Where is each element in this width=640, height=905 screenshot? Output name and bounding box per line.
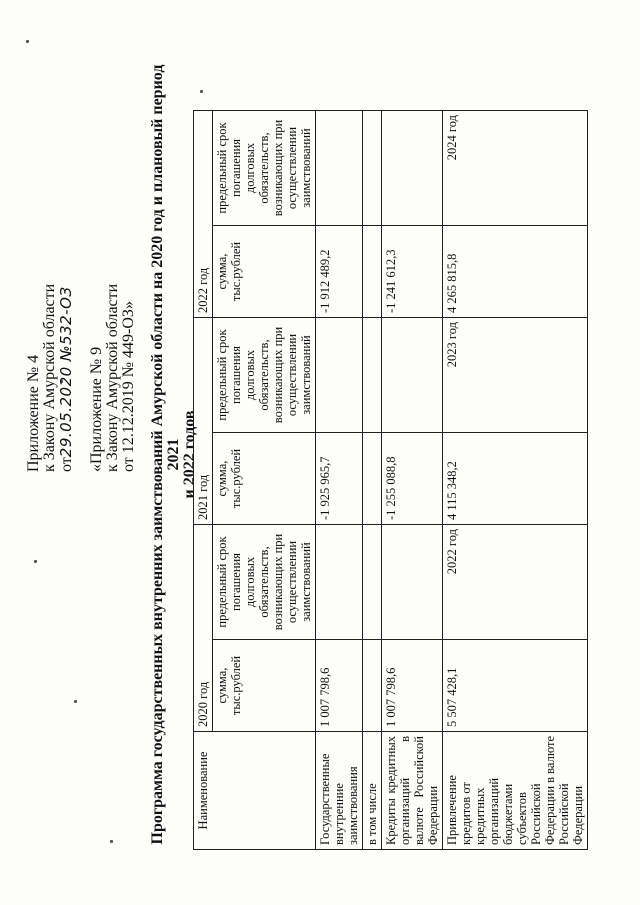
cell-term-2021: 2023 год: [443, 318, 588, 433]
cell-term-2022: [363, 111, 382, 226]
header-date-prefix: от: [58, 457, 75, 472]
cell-sum-2022: -1 912 489,2: [316, 226, 363, 318]
table-row: [382, 111, 443, 850]
cell-sum-2020: 5 507 428,1: [443, 640, 588, 732]
cell-term-2022: [382, 111, 443, 226]
header-appendix: Приложение № 4: [25, 354, 42, 472]
document-title: [150, 47, 198, 862]
cell-sum-2021: -1 255 088,8: [382, 433, 443, 525]
col-header-year-2020: 2020 год: [194, 525, 213, 732]
rotated-content: [20, 32, 620, 872]
row-name: Государственные внутренние заимствования: [316, 732, 363, 850]
subheader-term: предельный срок погашения долговых обязательств, возникающих при осуществлении заимствований: [213, 525, 316, 640]
subheader-sum: сумма, тыс.рублей: [213, 226, 316, 318]
cell-sum-2020: [363, 640, 382, 732]
subheader-term: предельный срок погашения долговых обязательств, возникающих при осуществлении заимствований: [213, 318, 316, 433]
cell-sum-2022: -1 241 612,3: [382, 226, 443, 318]
header-date: [58, 52, 75, 472]
subheader-term: предельный срок погашения долговых обязательств, возникающих при осуществлении заимствований: [213, 111, 316, 226]
table-row: [316, 111, 363, 850]
subheader-sum: сумма, тыс.рублей: [213, 640, 316, 732]
table-row: [363, 111, 382, 850]
cell-term-2020: [363, 525, 382, 640]
header-prev-law: к Закону Амурской области: [104, 283, 121, 472]
cell-sum-2022: 4 265 815,8: [443, 226, 588, 318]
row-name: Кредиты кредитных организаций в валюте Российской Федерации: [382, 732, 443, 850]
cell-sum-2021: 4 115 348,2: [443, 433, 588, 525]
header-law: к Закону Амурской области: [41, 283, 58, 472]
cell-sum-2021: -1 925 965,7: [316, 433, 363, 525]
cell-sum-2020: 1 007 798,6: [382, 640, 443, 732]
col-header-year-2021: 2021 год: [194, 318, 213, 525]
cell-term-2022: [316, 111, 363, 226]
row-name: в том числе: [363, 732, 382, 850]
title-line-1: Программа государственных внутренних заимствований Амурской области на 2020 год и плановый период 2021: [149, 64, 182, 845]
borrowing-program-table: [193, 110, 588, 850]
cell-term-2022: 2024 год: [443, 111, 588, 226]
cell-term-2020: [316, 525, 363, 640]
cell-sum-2022: [363, 226, 382, 318]
cell-term-2020: [382, 525, 443, 640]
header-prev-date: от 12.12.2019 № 449-ОЗ»: [120, 301, 137, 472]
cell-term-2021: [363, 318, 382, 433]
subheader-sum: сумма, тыс.рублей: [213, 433, 316, 525]
table-row: [443, 111, 588, 850]
cell-sum-2021: [363, 433, 382, 525]
law-header: [26, 52, 137, 472]
col-header-year-2022: 2022 год: [194, 111, 213, 318]
cell-term-2021: [382, 318, 443, 433]
col-header-name: Наименование: [194, 732, 316, 850]
table-header-row: [194, 111, 213, 850]
title-line-2: и 2022 годов: [181, 410, 198, 499]
cell-sum-2020: 1 007 798,6: [316, 640, 363, 732]
handwritten-date-number: 29.05.2020 №532-ОЗ: [57, 286, 75, 458]
cell-term-2020: 2022 год: [443, 525, 588, 640]
row-name: Привлечение кредитов от кредитных организаций бюджетами субъектов Российской Федерации в валюте Российской Федерации: [443, 732, 588, 850]
cell-term-2021: [316, 318, 363, 433]
header-prev-appendix: «Приложение № 9: [88, 346, 105, 472]
